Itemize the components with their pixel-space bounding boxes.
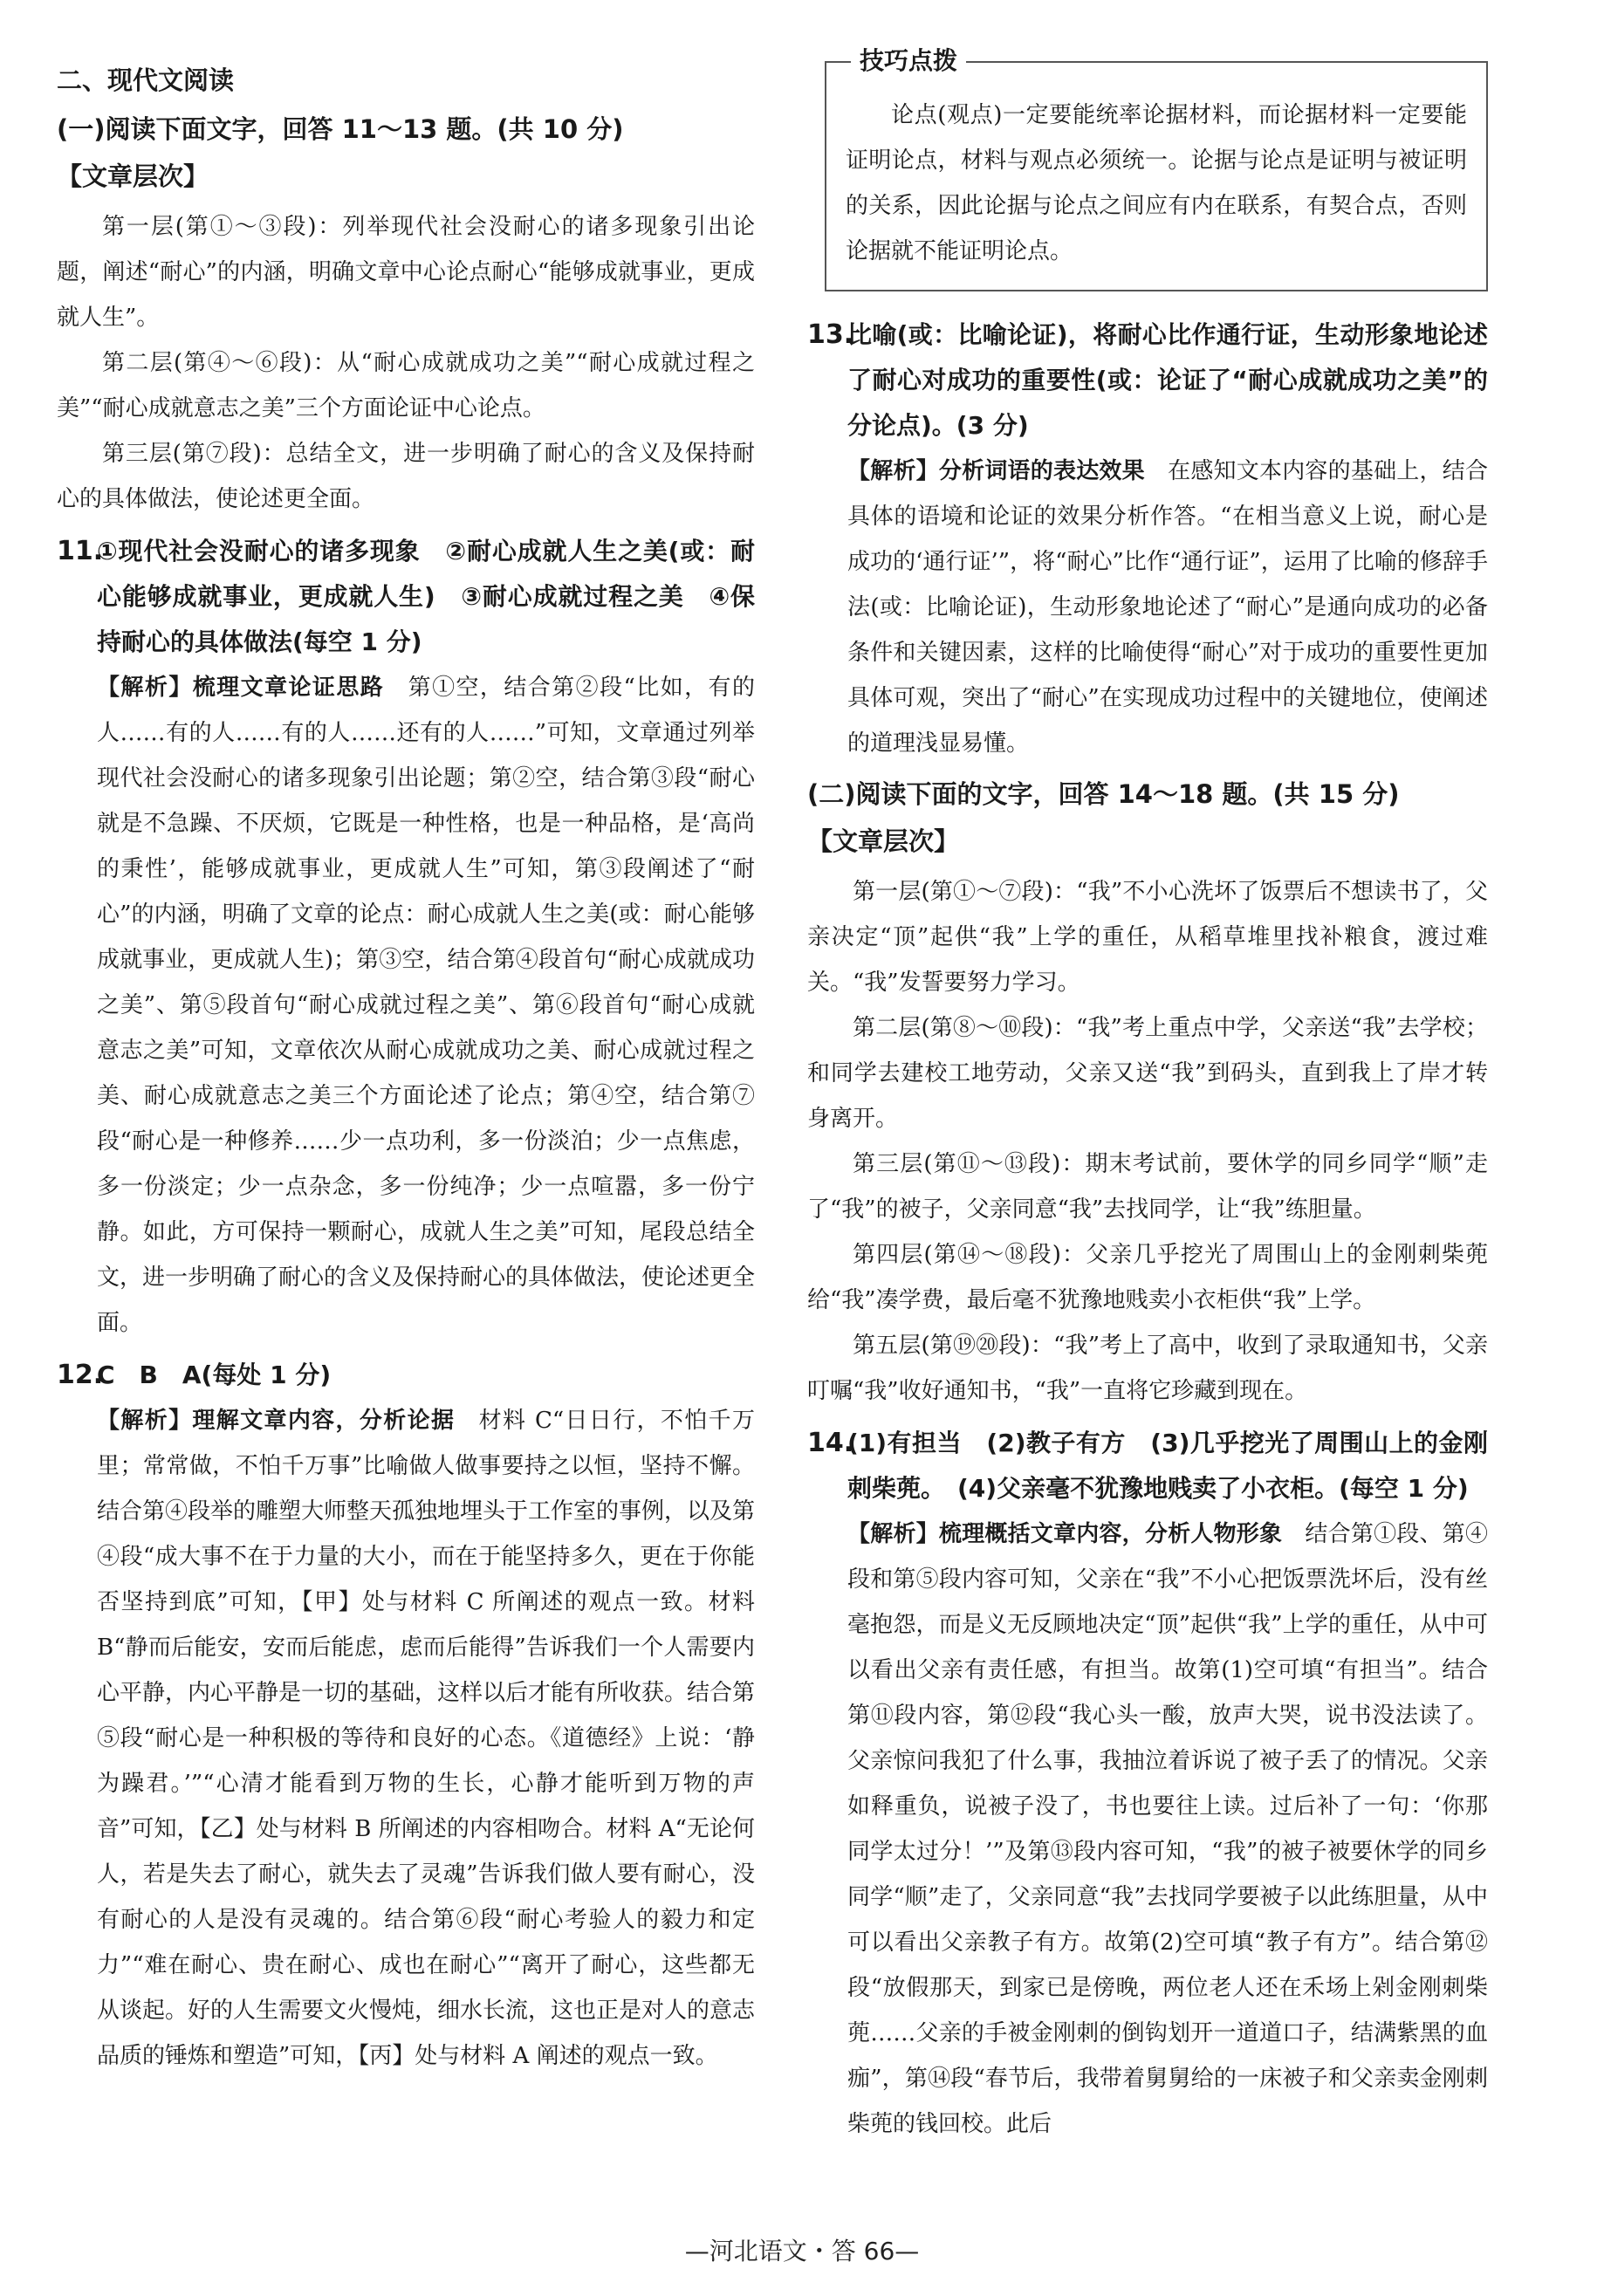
analysis-label: 【解析】理解文章内容，分析论据 <box>97 1408 456 1434</box>
layer-paragraph: 第三层(第⑦段)：总结全文，进一步明确了耐心的含义及保持耐心的具体做法，使论述更全面。 <box>57 441 755 512</box>
question-number: 12. <box>57 1360 104 1390</box>
reading-2-title: (二)阅读下面的文字，回答 14～18 题。(共 15 分) <box>807 779 1400 809</box>
answer-text: (1)有担当 (2)教子有方 (3)几乎挖光了周围山上的金刚刺柴蔸。 (4)父亲毫不犹豫地贱卖了小衣柜。(每空 1 分) <box>847 1429 1488 1503</box>
reading-1-title: (一)阅读下面文字，回答 11～13 题。(共 10 分) <box>57 114 624 144</box>
analysis-body: 材料 C“日日行，不怕千万里；常常做，不怕千万事”比喻做人做事要持之以恒，坚持不懈。结合第④段举的雕塑大师整天孤独地埋头于工作室的事例，以及第④段“成大事不在于力量的大小，而在于能坚持多久，更在于你能否坚持到底”可知，【甲】处与材料 C 所阐述的观点一致。材料 B“静而后能安，安而后能虑，虑而后能得”告诉我们一个人需要内心平静，内心平静是一切的基础，这样以后才能有所收获。结合第⑤段“耐心是一种积极的等待和良好的心态。《道德经》上说：‘静为躁君。’”“心清才能看到万物的生长，心静才能听到万物的声音”可知，【乙】处与材料 B 所阐述的内容相吻合。材料 A“无论何人，若是失去了耐心，就失去了灵魂”告诉我们做人要有耐心，没有耐心的人是没有灵魂的。结合第⑥段“耐心考验人的毅力和定力”“难在耐心、贵在耐心、成也在耐心”“离开了耐心，这些都无从谈起。好的人生需要文火慢炖，细水长流，这也正是对人的意志品质的锤炼和塑造”可知，【丙】处与材料 A 阐述的观点一致。 <box>97 1408 756 2069</box>
analysis-body: 结合第①段、第④段和第⑤段内容可知，父亲在“我”不小心把饭票洗坏后，没有丝毫抱怨，而是义无反顾地决定“顶”起供“我”上学的重任，从中可以看出父亲有责任感，有担当。故第(1)空可填“有担当”。结合第⑪段内容，第⑫段“我心头一酸，放声大哭，说书没法读了。父亲惊问我犯了什么事，我抽泣着诉说了被子丢了的情况。父亲如释重负，说被子没了，书也要往上读。过后补了一句：‘你那同学太过分！’”及第⑬段内容可知，“我”的被子被要休学的同乡同学“顺”走了，父亲同意“我”去找同学要被子以此练胆量，从中可以看出父亲教子有方。故第(2)空可填“教子有方”。结合第⑫段“放假那天，到家已是傍晚，两位老人还在禾场上剁金刚刺柴蔸……父亲的手被金刚刺的倒钩划开一道道口子，结满紫黑的血痂”，第⑭段“春节后，我带着舅舅给的一床被子和父亲卖金刚刺柴蔸的钱回校。此后 <box>847 1521 1488 2137</box>
layer-paragraph: 第一层(第①～③段)：列举现代社会没耐心的诸多现象引出论题，阐述“耐心”的内涵，明确文章中心论点耐心“能够成就事业，更成就人生”。 <box>57 214 755 331</box>
question-12 <box>57 1353 755 2079</box>
question-number: 14. <box>807 1428 854 1458</box>
analysis-text <box>97 665 755 1346</box>
left-column <box>57 61 755 2079</box>
question-14 <box>807 1421 1488 2147</box>
question-number: 11. <box>57 536 104 566</box>
analysis-label: 【解析】梳理概括文章内容，分析人物形象 <box>847 1521 1283 1547</box>
layer-paragraph: 第一层(第①～⑦段)：“我”不小心洗坏了饭票后不想读书了，父亲决定“顶”起供“我”上学的重任，从稻草堆里找补粮食，渡过难关。“我”发誓要努力学习。 <box>807 879 1488 996</box>
layer-paragraph: 第三层(第⑪～⑬段)：期末考试前，要休学的同乡同学“顺”走了“我”的被子，父亲同意“我”去找同学，让“我”练胆量。 <box>807 1151 1488 1223</box>
structure-tag: 【文章层次】 <box>807 826 960 856</box>
tips-title: 技巧点拨 <box>851 44 966 79</box>
question-11 <box>57 529 755 1346</box>
analysis-label: 【解析】分析词语的表达效果 <box>847 458 1145 484</box>
analysis-body: 第①空，结合第②段“比如，有的人……有的人……有的人……还有的人……”可知，文章通过列举现代社会没耐心的诸多现象引出论题；第②空，结合第③段“耐心就是不急躁、不厌烦，它既是一种性格，也是一种品格，是‘高尚的秉性’，能够成就事业，更成就人生”可知，第③段阐述了“耐心”的内涵，明确了文章的论点：耐心成就人生之美(或：耐心能够成就事业，更成就人生)；第③空，结合第④段首句“耐心成就成功之美”、第⑤段首句“耐心成就过程之美”、第⑥段首句“耐心成就意志之美”可知，文章依次从耐心成就成功之美、耐心成就过程之美、耐心成就意志之美三个方面论述了论点；第④空，结合第⑦段“耐心是一种修养……少一点功利，多一份淡泊；少一点焦虑，多一份淡定；少一点杂念，多一份纯净；少一点喧嚣，多一份宁静。如此，方可保持一颗耐心，成就人生之美”可知，尾段总结全文，进一步明确了耐心的含义及保持耐心的具体做法，使论述更全面。 <box>97 675 756 1336</box>
layer-paragraph: 第五层(第⑲⑳段)：“我”考上了高中，收到了录取通知书，父亲叮嘱“我”收好通知书，“我”一直将它珍藏到现在。 <box>807 1333 1488 1404</box>
answer-text: ①现代社会没耐心的诸多现象 ②耐心成就人生之美(或：耐心能够成就事业，更成就人生) ③耐心成就过程之美 ④保持耐心的具体做法(每空 1 分) <box>97 537 755 656</box>
analysis-text <box>97 1398 755 2079</box>
tips-box <box>825 46 1488 291</box>
analysis-text <box>847 449 1488 766</box>
question-number: 13. <box>807 319 854 350</box>
layer-paragraph: 第四层(第⑭～⑱段)：父亲几乎挖光了周围山上的金刚刺柴蔸给“我”凑学费，最后毫不犹豫地贱卖小衣柜供“我”上学。 <box>807 1242 1488 1313</box>
analysis-label: 【解析】梳理文章论证思路 <box>97 675 385 701</box>
right-column <box>807 46 1488 2147</box>
page-footer: —河北语文・答 66— <box>684 2237 920 2265</box>
tips-text: 论点(观点)一定要能统率论据材料，而论据材料一定要能证明论点，材料与观点必须统一。论据与论点是证明与被证明的关系，因此论据与论点之间应有内在联系，有契合点，否则论据就不能证明论点。 <box>846 102 1467 264</box>
layer-paragraph: 第二层(第⑧～⑩段)：“我”考上重点中学，父亲送“我”去学校；和同学去建校工地劳动，父亲又送“我”到码头，直到我上了岸才转身离开。 <box>807 1015 1488 1132</box>
analysis-text <box>847 1511 1488 2147</box>
answer-text: C B A(每处 1 分) <box>97 1360 332 1389</box>
layer-paragraph: 第二层(第④～⑥段)：从“耐心成就成功之美”“耐心成就过程之美”“耐心成就意志之美”三个方面论证中心论点。 <box>57 350 755 422</box>
answer-text: 比喻(或：比喻论证)，将耐心比作通行证，生动形象地论述了耐心对成功的重要性(或：论证了“耐心成就成功之美”的分论点)。(3 分) <box>847 320 1488 440</box>
structure-tag: 【文章层次】 <box>57 161 209 191</box>
question-13 <box>807 312 1488 766</box>
section-heading: 二、现代文阅读 <box>57 65 235 95</box>
analysis-body: 在感知文本内容的基础上，结合具体的语境和论证的效果分析作答。“在相当意义上说，耐心是成功的‘通行证’”，将“耐心”比作“通行证”，运用了比喻的修辞手法(或：比喻论证)，生动形象地论述了“耐心”是通向成功的必备条件和关键因素，这样的比喻使得“耐心”对于成功的重要性更加具体可观，突出了“耐心”在实现成功过程中的关键地位，使阐述的道理浅显易懂。 <box>847 458 1488 757</box>
